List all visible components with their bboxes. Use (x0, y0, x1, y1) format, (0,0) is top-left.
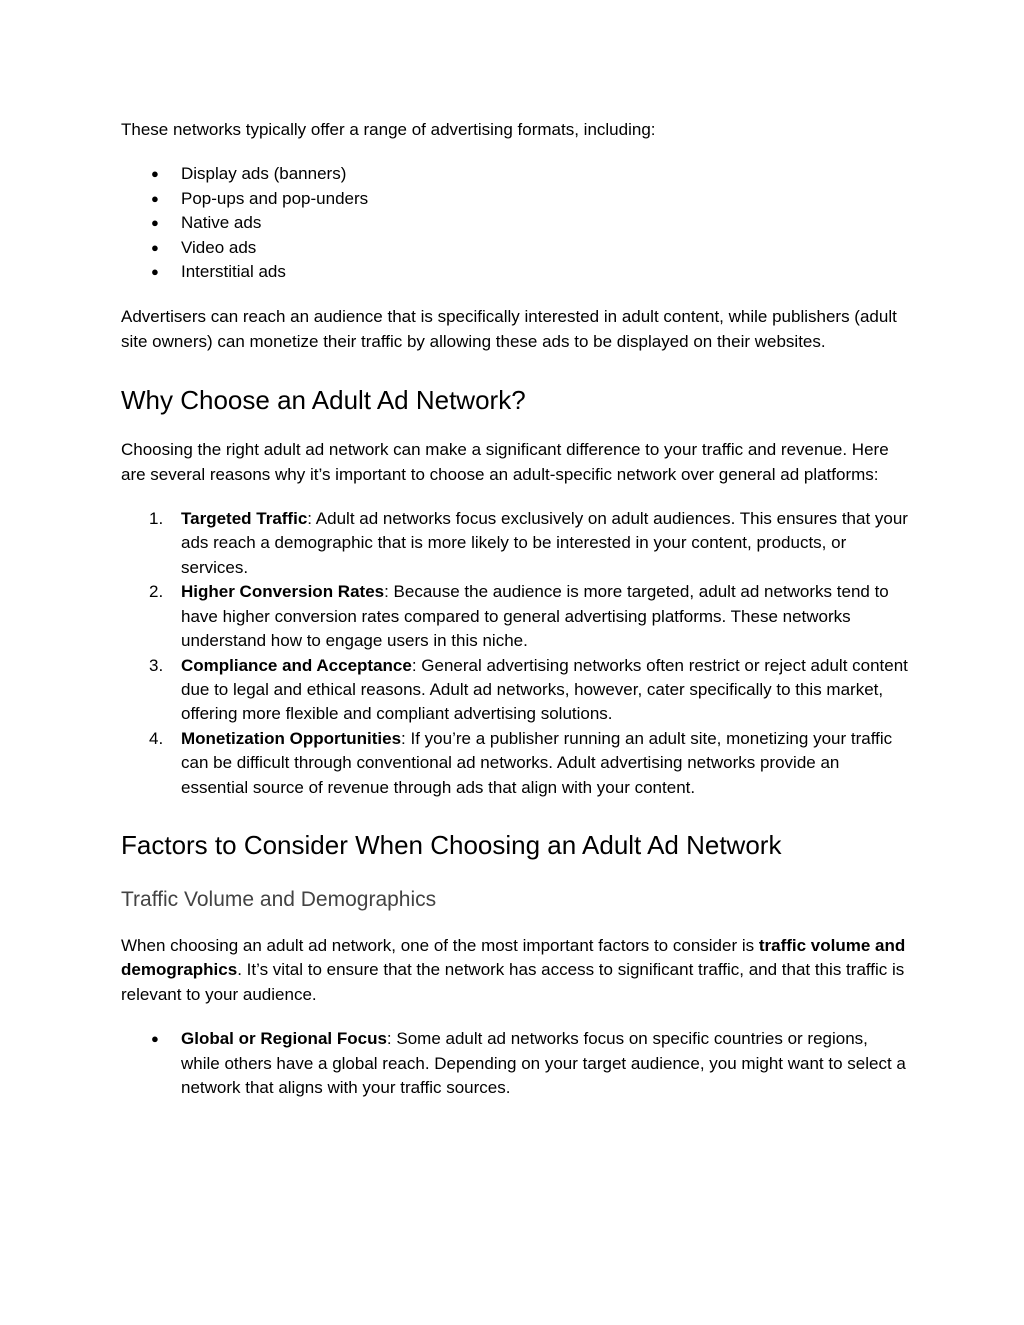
reason-text: : Because the audience is more targeted, adult ad networks tend to have higher conversion rates compared to general advertising platforms. These networks understand how to engage users in this niche. (181, 582, 889, 651)
reason-title: Higher Conversion Rates (181, 582, 385, 602)
point-title: Global or Regional Focus (181, 1029, 387, 1049)
list-number: 3. (149, 655, 164, 675)
bullet-icon: ● (151, 190, 159, 206)
heading-factors: Factors to Consider When Choosing an Adult Ad Network (121, 829, 782, 860)
reason-text: : If you’re a publisher running an adult site, monetizing your traffic can be difficult through conventional ad networks. Adult advertising networks provide an essential source of revenue through ads that align with your content. (181, 728, 893, 797)
list-item: ● Interstitial ads (121, 260, 911, 284)
list-item: ● Pop-ups and pop-unders (121, 187, 911, 211)
list-item (121, 580, 911, 653)
list-item: ● Display ads (banners) (121, 162, 911, 186)
ad-formats-list (121, 162, 911, 284)
list-number: 4. (149, 728, 164, 748)
bullet-icon: ● (151, 1031, 159, 1047)
list-number: 2. (149, 582, 164, 602)
traffic-bold-phrase: traffic volume and demographics (121, 935, 906, 980)
list-item (121, 727, 911, 800)
why-paragraph: Choosing the right adult ad network can make a significant difference to your traffic and revenue. Here are several reasons why it’s important to choose an adult-specific network over general ad platforms: (121, 440, 889, 484)
reason-text: : Adult ad networks focus exclusively on adult audiences. This ensures that your ads reach a demographic that is more likely to be interested in your content, products, or services. (181, 509, 908, 577)
bullet-icon: ● (151, 215, 159, 231)
list-item (121, 507, 911, 580)
document-page (121, 118, 911, 1100)
reason-title: Targeted Traffic (181, 509, 308, 529)
list-item (121, 1027, 911, 1100)
bullet-icon: ● (151, 264, 159, 280)
heading-why-choose: Why Choose an Adult Ad Network? (121, 385, 526, 416)
reason-title: Monetization Opportunities (181, 728, 402, 748)
traffic-paragraph: When choosing an adult ad network, one of the most important factors to consider is traffic volume and demographics. It’s vital to ensure that the network has access to significant traffic, and that this traffic is relevant to your audience. (121, 935, 906, 1004)
reason-title: Compliance and Acceptance (181, 655, 412, 675)
advertisers-paragraph: Advertisers can reach an audience that is specifically interested in adult content, while publishers (adult site owners) can monetize their traffic by allowing these ads to be displayed on their websites. (121, 307, 897, 351)
subheading-traffic: Traffic Volume and Demographics (121, 887, 437, 911)
list-item: ● Video ads (121, 236, 911, 260)
bullet-icon: ● (151, 166, 159, 182)
reasons-list (121, 507, 911, 800)
point-text: : Some adult ad networks focus on specific countries or regions, while others have a global reach. Depending on your target audience, you might want to select a network that aligns with your traffic sources. (181, 1029, 906, 1097)
list-item: ● Native ads (121, 211, 911, 235)
bullet-icon: ● (151, 239, 159, 255)
traffic-points-list (121, 1027, 911, 1100)
list-item (121, 654, 911, 727)
intro-paragraph: These networks typically offer a range of advertising formats, including: (121, 120, 656, 139)
list-number: 1. (149, 509, 164, 529)
reason-text: : General advertising networks often restrict or reject adult content due to legal and ethical reasons. Adult ad networks, however, cater specifically to this market, offering more flexible and compliant advertising solutions. (181, 655, 908, 724)
